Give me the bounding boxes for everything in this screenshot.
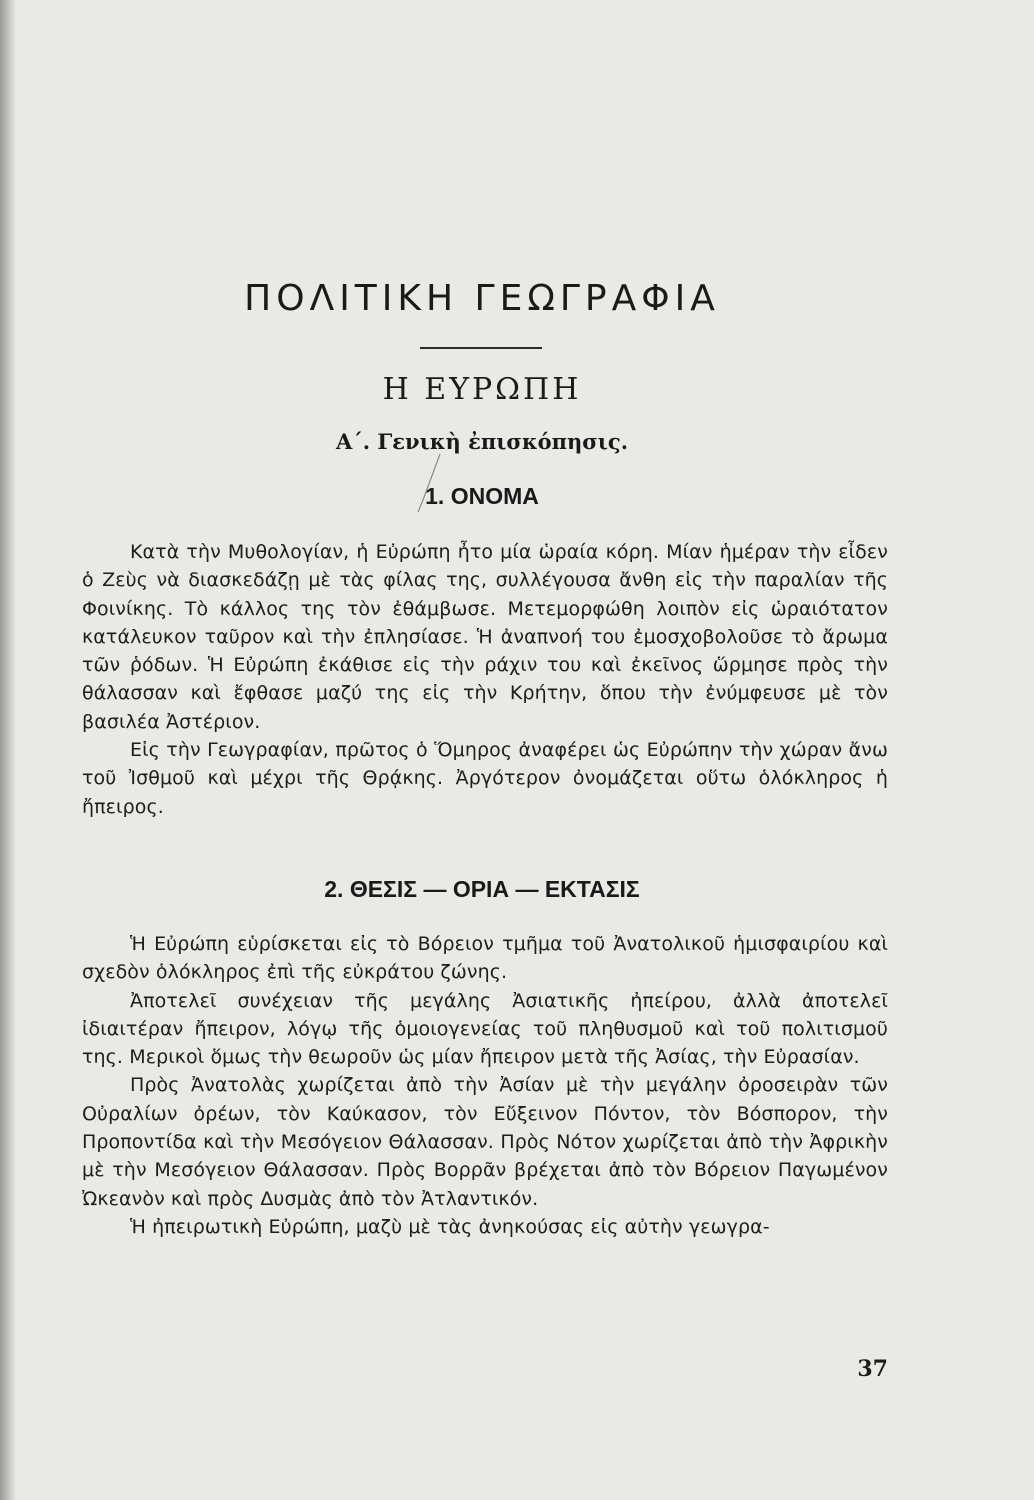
section-heading-name: 1. ΟΝΟΜΑ xyxy=(425,483,539,509)
paragraph: Ἡ Εὐρώπη εὑρίσκεται εἰς τὸ Βόρειον τμῆμα τοῦ Ἀνατολικοῦ ἡμισφαιρίου καὶ σχεδὸν ὁλόκληρος ἐπὶ τῆς εὐκράτου ζώνης. xyxy=(82,933,888,984)
section-body-position xyxy=(82,930,888,1241)
paragraph: Πρὸς Ἀνατολὰς χωρίζεται ἀπὸ τὴν Ἀσίαν μὲ τὴν μεγάλην ὀροσειρὰν τῶν Οὐραλίων ὀρέων, τὸν Καύκασον, τὸν Εὔξεινον Πόντον, τὸν Βόσπορον, τὴν Προποντίδα καὶ τὴν Μεσόγειον Θάλασσαν. Πρὸς Νότον χωρίζεται ἀπὸ τὴν Ἀφρικὴν μὲ τὴν Μεσόγειον Θάλασσαν. Πρὸς Βορρᾶν βρέχεται ἀπὸ τὸν Βόρειον Παγωμένον Ὠκεανὸν καὶ πρὸς Δυσμὰς ἀπὸ τὸν Ἀτλαντικόν. xyxy=(82,1074,888,1210)
title-divider xyxy=(420,347,542,349)
page-title: ΠΟΛΙΤΙΚΗ ΓΕΩΓΡΑΦΙΑ xyxy=(244,278,720,319)
section-body-name xyxy=(82,538,888,821)
paragraph: Ἡ ἠπειρωτικὴ Εὐρώπη, μαζὺ μὲ τὰς ἀνηκούσας εἰς αὐτὴν γεωγρα- xyxy=(130,1215,770,1238)
paragraph: Κατὰ τὴν Μυθολογίαν, ἡ Εὐρώπη ἦτο μία ὡραία κόρη. Μίαν ἡμέραν τὴν εἶδεν ὁ Ζεὺς νὰ διασκεδάζῃ μὲ τὰς φίλας της, συλλέγουσα ἄνθη εἰς τὴν παραλίαν τῆς Φοινίκης. Τὸ κάλλος της τὸν ἐθάμβωσε. Μετεμορφώθη λοιπὸν εἰς ὡραιότατον κατάλευκον ταῦρον καὶ τὴν ἐπλησίασε. Ἡ ἀναπνοή του ἐμοσχοβολοῦσε τὸ ἄρωμα τῶν ῥόδων. Ἡ Εὐρώπη ἐκάθισε εἰς τὴν ράχιν του καὶ ἐκεῖνος ὥρμησε πρὸς τὴν θάλασσαν καὶ ἔφθασε μαζύ της εἰς τὴν Κρήτην, ὅπου τὴν ἐνύμφευσε μὲ τὸν βασιλέα Ἀστέριον. xyxy=(82,541,888,733)
paragraph: Ἀποτελεῖ συνέχειαν τῆς μεγάλης Ἀσιατικῆς ἠπείρου, ἀλλὰ ἀποτελεῖ ἰδιαιτέραν ἤπειρον, λόγῳ τῆς ὁμοιογενείας τοῦ πληθυσμοῦ καὶ τοῦ πολιτισμοῦ της. Μερικοὶ ὅμως τὴν θεωροῦν ὡς μίαν ἤπειρον μετὰ τῆς Ἀσίας, τὴν Εὐρασίαν. xyxy=(82,989,888,1069)
section-heading-position: 2. ΘΕΣΙΣ — ΟΡΙΑ — ΕΚΤΑΣΙΣ xyxy=(324,876,640,902)
chapter-title: Η ΕΥΡΩΠΗ xyxy=(382,372,582,407)
page-number: 37 xyxy=(857,1356,888,1382)
paragraph: Εἰς τὴν Γεωγραφίαν, πρῶτος ὁ Ὅμηρος ἀναφέρει ὡς Εὐρώπην τὴν χώραν ἄνω τοῦ Ἰσθμοῦ καὶ μέχρι τῆς Θρᾴκης. Ἀργότερον ὀνομάζεται οὕτω ὁλόκληρος ἡ ἤπειρος. xyxy=(82,739,888,818)
chapter-subtitle: Α΄. Γενικὴ ἐπισκόπησις. xyxy=(335,429,629,454)
